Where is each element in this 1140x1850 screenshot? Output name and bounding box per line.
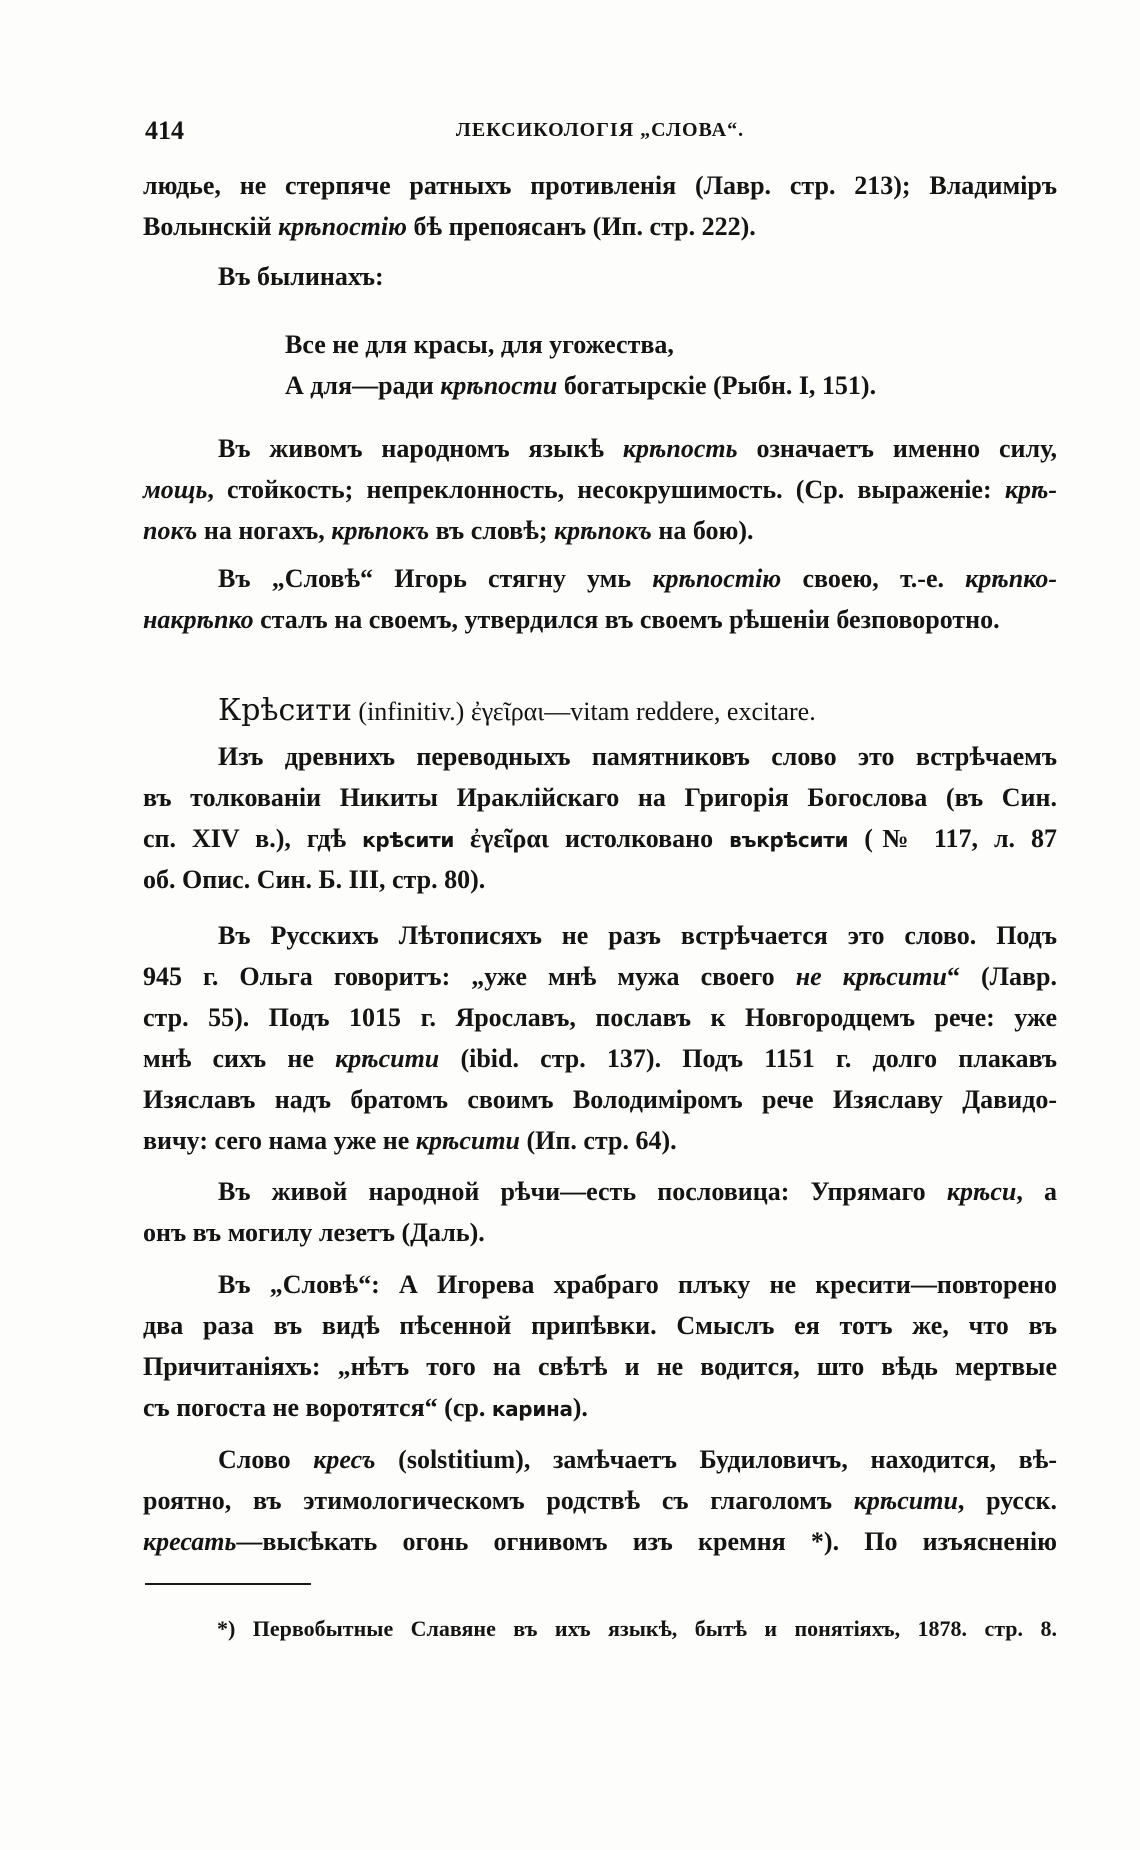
text-line xyxy=(143,599,1057,640)
text-run: (Ип. стр. 64). xyxy=(520,1126,677,1155)
text-block xyxy=(143,1439,1057,1562)
text-run: ἐγεῖραι xyxy=(470,697,545,726)
text-run: Въ живомъ народномъ языкѣ xyxy=(218,434,623,463)
page-number: 414 xyxy=(145,116,184,145)
text-run: въ словѣ; xyxy=(429,516,554,545)
italic-term: крѣсити xyxy=(335,1044,440,1073)
text-run: “ (Лавр. xyxy=(946,962,1057,991)
running-title: ЛЕКСИКОЛОГІЯ „СЛОВА“. xyxy=(455,119,745,141)
italic-term: кресать xyxy=(143,1527,237,1556)
text-run: (infinitiv.) xyxy=(351,697,471,726)
footnote: *) Первобытные Славяне въ ихъ языкѣ, бытѣ и понятіяхъ, 1878. стр. 8. xyxy=(217,1616,1057,1641)
text-line xyxy=(143,1521,1057,1562)
text-run: Въ Русскихъ Лѣтописяхъ не разъ встрѣчается это слово. Подъ xyxy=(218,921,1057,950)
text-run: въ толкованіи Никиты Ираклійскаго на Григорія Богослова (въ Син. xyxy=(143,783,1057,812)
text-line xyxy=(143,1079,1057,1120)
text-run: мнѣ сихъ не xyxy=(143,1044,336,1073)
slavonic-term: Крѣсити xyxy=(218,693,352,728)
text-run: , а xyxy=(1016,1177,1057,1206)
text-line xyxy=(143,997,1057,1038)
running-header xyxy=(143,110,1057,151)
text-line xyxy=(143,1480,1057,1521)
text-run: людье, не стерпяче ратныхъ противленія (Лавр. стр. 213); Владиміръ xyxy=(143,171,1057,200)
text-line xyxy=(143,859,1057,900)
italic-term: крѣсити xyxy=(853,1486,958,1515)
text-run: вичу: сего нама уже не xyxy=(143,1126,416,1155)
text-run: Изъ древнихъ переводныхъ памятниковъ слово это встрѣчаемъ xyxy=(218,742,1057,771)
text-line xyxy=(143,956,1057,997)
text-run: , русск. xyxy=(957,1486,1057,1515)
text-run: Въ былинахъ: xyxy=(218,262,384,291)
text-run: (ibid. стр. 137). Подъ 1151 г. долго плакавъ xyxy=(439,1044,1057,1073)
text-block xyxy=(143,915,1057,1161)
text-line xyxy=(143,1171,1057,1212)
text-block xyxy=(143,1171,1057,1253)
body-text-column xyxy=(143,165,1057,1562)
text-block xyxy=(143,690,1057,731)
italic-term: крѣпость xyxy=(622,434,738,463)
text-line xyxy=(143,365,1057,406)
text-run: съ погоста не воротятся“ (ср. xyxy=(143,1393,492,1422)
italic-term: крѣпокъ xyxy=(553,516,652,545)
slavonic-term: въкрѣсити xyxy=(729,828,849,852)
text-line xyxy=(143,736,1057,777)
text-run: означаетъ именно силу, xyxy=(737,434,1058,463)
text-line xyxy=(143,206,1057,247)
text-run: бѣ препоясанъ (Ип. стр. 222). xyxy=(407,212,756,241)
text-block xyxy=(143,165,1057,247)
text-line xyxy=(143,1439,1057,1480)
text-line xyxy=(143,915,1057,956)
text-run: Причитаніяхъ: „нѣтъ того на свѣтѣ и не водится, што вѣдь мертвые xyxy=(143,1352,1057,1381)
text-run: (solstitium), замѣчаетъ Будиловичъ, находится, вѣ- xyxy=(375,1445,1057,1474)
text-run: сталъ на своемъ, утвердился въ своемъ рѣшеніи безповоротно. xyxy=(253,605,1000,634)
text-block xyxy=(143,256,1057,297)
text-run: своею, т.-е. xyxy=(781,564,966,593)
italic-term: крѣпко- xyxy=(965,564,1057,593)
text-line xyxy=(143,1264,1057,1305)
text-line xyxy=(143,324,1057,365)
text-line xyxy=(143,1038,1057,1079)
text-run: ἐγεῖραι истолковано xyxy=(454,824,730,853)
slavonic-term: крѣсити xyxy=(362,828,455,852)
italic-term: крѣси xyxy=(946,1177,1017,1206)
text-line xyxy=(143,1387,1057,1428)
italic-term: крѣпостію xyxy=(278,212,408,241)
text-run: два раза въ видѣ пѣсенной припѣвки. Смыслъ ея тотъ же, что въ xyxy=(143,1311,1057,1340)
text-run: на ногахъ, xyxy=(197,516,332,545)
text-line xyxy=(143,165,1057,206)
italic-term: накрѣпко xyxy=(143,605,254,634)
text-line xyxy=(143,510,1057,551)
text-block xyxy=(143,324,1057,406)
text-line xyxy=(143,690,1057,731)
italic-term: мощь xyxy=(143,475,208,504)
text-block xyxy=(143,428,1057,551)
text-block xyxy=(143,558,1057,640)
text-run: (№ 117, л. 87 xyxy=(848,824,1058,853)
text-line xyxy=(143,1346,1057,1387)
italic-term: крѣпости xyxy=(440,371,558,400)
text-run: Все не для красы, для угожества, xyxy=(285,330,674,359)
text-block xyxy=(143,1264,1057,1428)
text-line xyxy=(143,818,1057,859)
text-run: Волынскій xyxy=(143,212,279,241)
text-line xyxy=(143,558,1057,599)
text-run: Въ „Словѣ“: А Игорева храбраго плъку не кресити—повторено xyxy=(218,1270,1057,1299)
text-run: , стойкость; непреклонность, несокрушимость. (Ср. выраженіе: xyxy=(207,475,1005,504)
text-line xyxy=(143,1305,1057,1346)
italic-term: крѣпостію xyxy=(652,564,782,593)
footnote-rule xyxy=(145,1583,311,1585)
text-line xyxy=(143,469,1057,510)
italic-term: кресъ xyxy=(313,1445,376,1474)
italic-term: крѣ- xyxy=(1004,475,1057,504)
text-run: —vitam reddere, excitare. xyxy=(544,697,816,726)
text-run: стр. 55). Подъ 1015 г. Ярославъ, пославъ к Новгородцемъ рече: уже xyxy=(143,1003,1057,1032)
italic-term: крѣпокъ xyxy=(331,516,430,545)
text-line xyxy=(143,1120,1057,1161)
text-line xyxy=(143,256,1057,297)
text-run: на бою). xyxy=(651,516,754,545)
text-block xyxy=(143,736,1057,900)
text-run: об. Опис. Син. Б. III, стр. 80). xyxy=(143,865,486,894)
text-run: Въ „Словѣ“ Игорь стягну умь xyxy=(218,564,653,593)
text-run: сп. XIV в.), гдѣ xyxy=(143,824,363,853)
text-line xyxy=(143,428,1057,469)
text-run: онъ въ могилу лезетъ (Даль). xyxy=(143,1218,485,1247)
text-run: 945 г. Ольга говоритъ: „уже мнѣ мужа своего xyxy=(143,962,796,991)
italic-term: крѣсити xyxy=(415,1126,520,1155)
text-run: А для—ради xyxy=(285,371,441,400)
text-run: ). xyxy=(572,1393,588,1422)
text-run: Изяславъ надъ братомъ своимъ Володиміромъ рече Изяславу Давидо- xyxy=(143,1085,1057,1114)
italic-term: не крѣсити xyxy=(795,962,947,991)
text-line xyxy=(143,1212,1057,1253)
text-line xyxy=(143,777,1057,818)
slavonic-term: карина xyxy=(491,1397,573,1421)
text-run: роятно, въ этимологическомъ родствѣ съ глаголомъ xyxy=(143,1486,854,1515)
text-run: богатырскіе (Рыбн. I, 151). xyxy=(557,371,877,400)
italic-term: покъ xyxy=(143,516,198,545)
text-run: Слово xyxy=(218,1445,314,1474)
text-run: —высѣкать огонь огнивомъ изъ кремня *). По изъясненію xyxy=(236,1527,1057,1556)
text-run: Въ живой народной рѣчи—есть пословица: Упрямаго xyxy=(218,1177,947,1206)
